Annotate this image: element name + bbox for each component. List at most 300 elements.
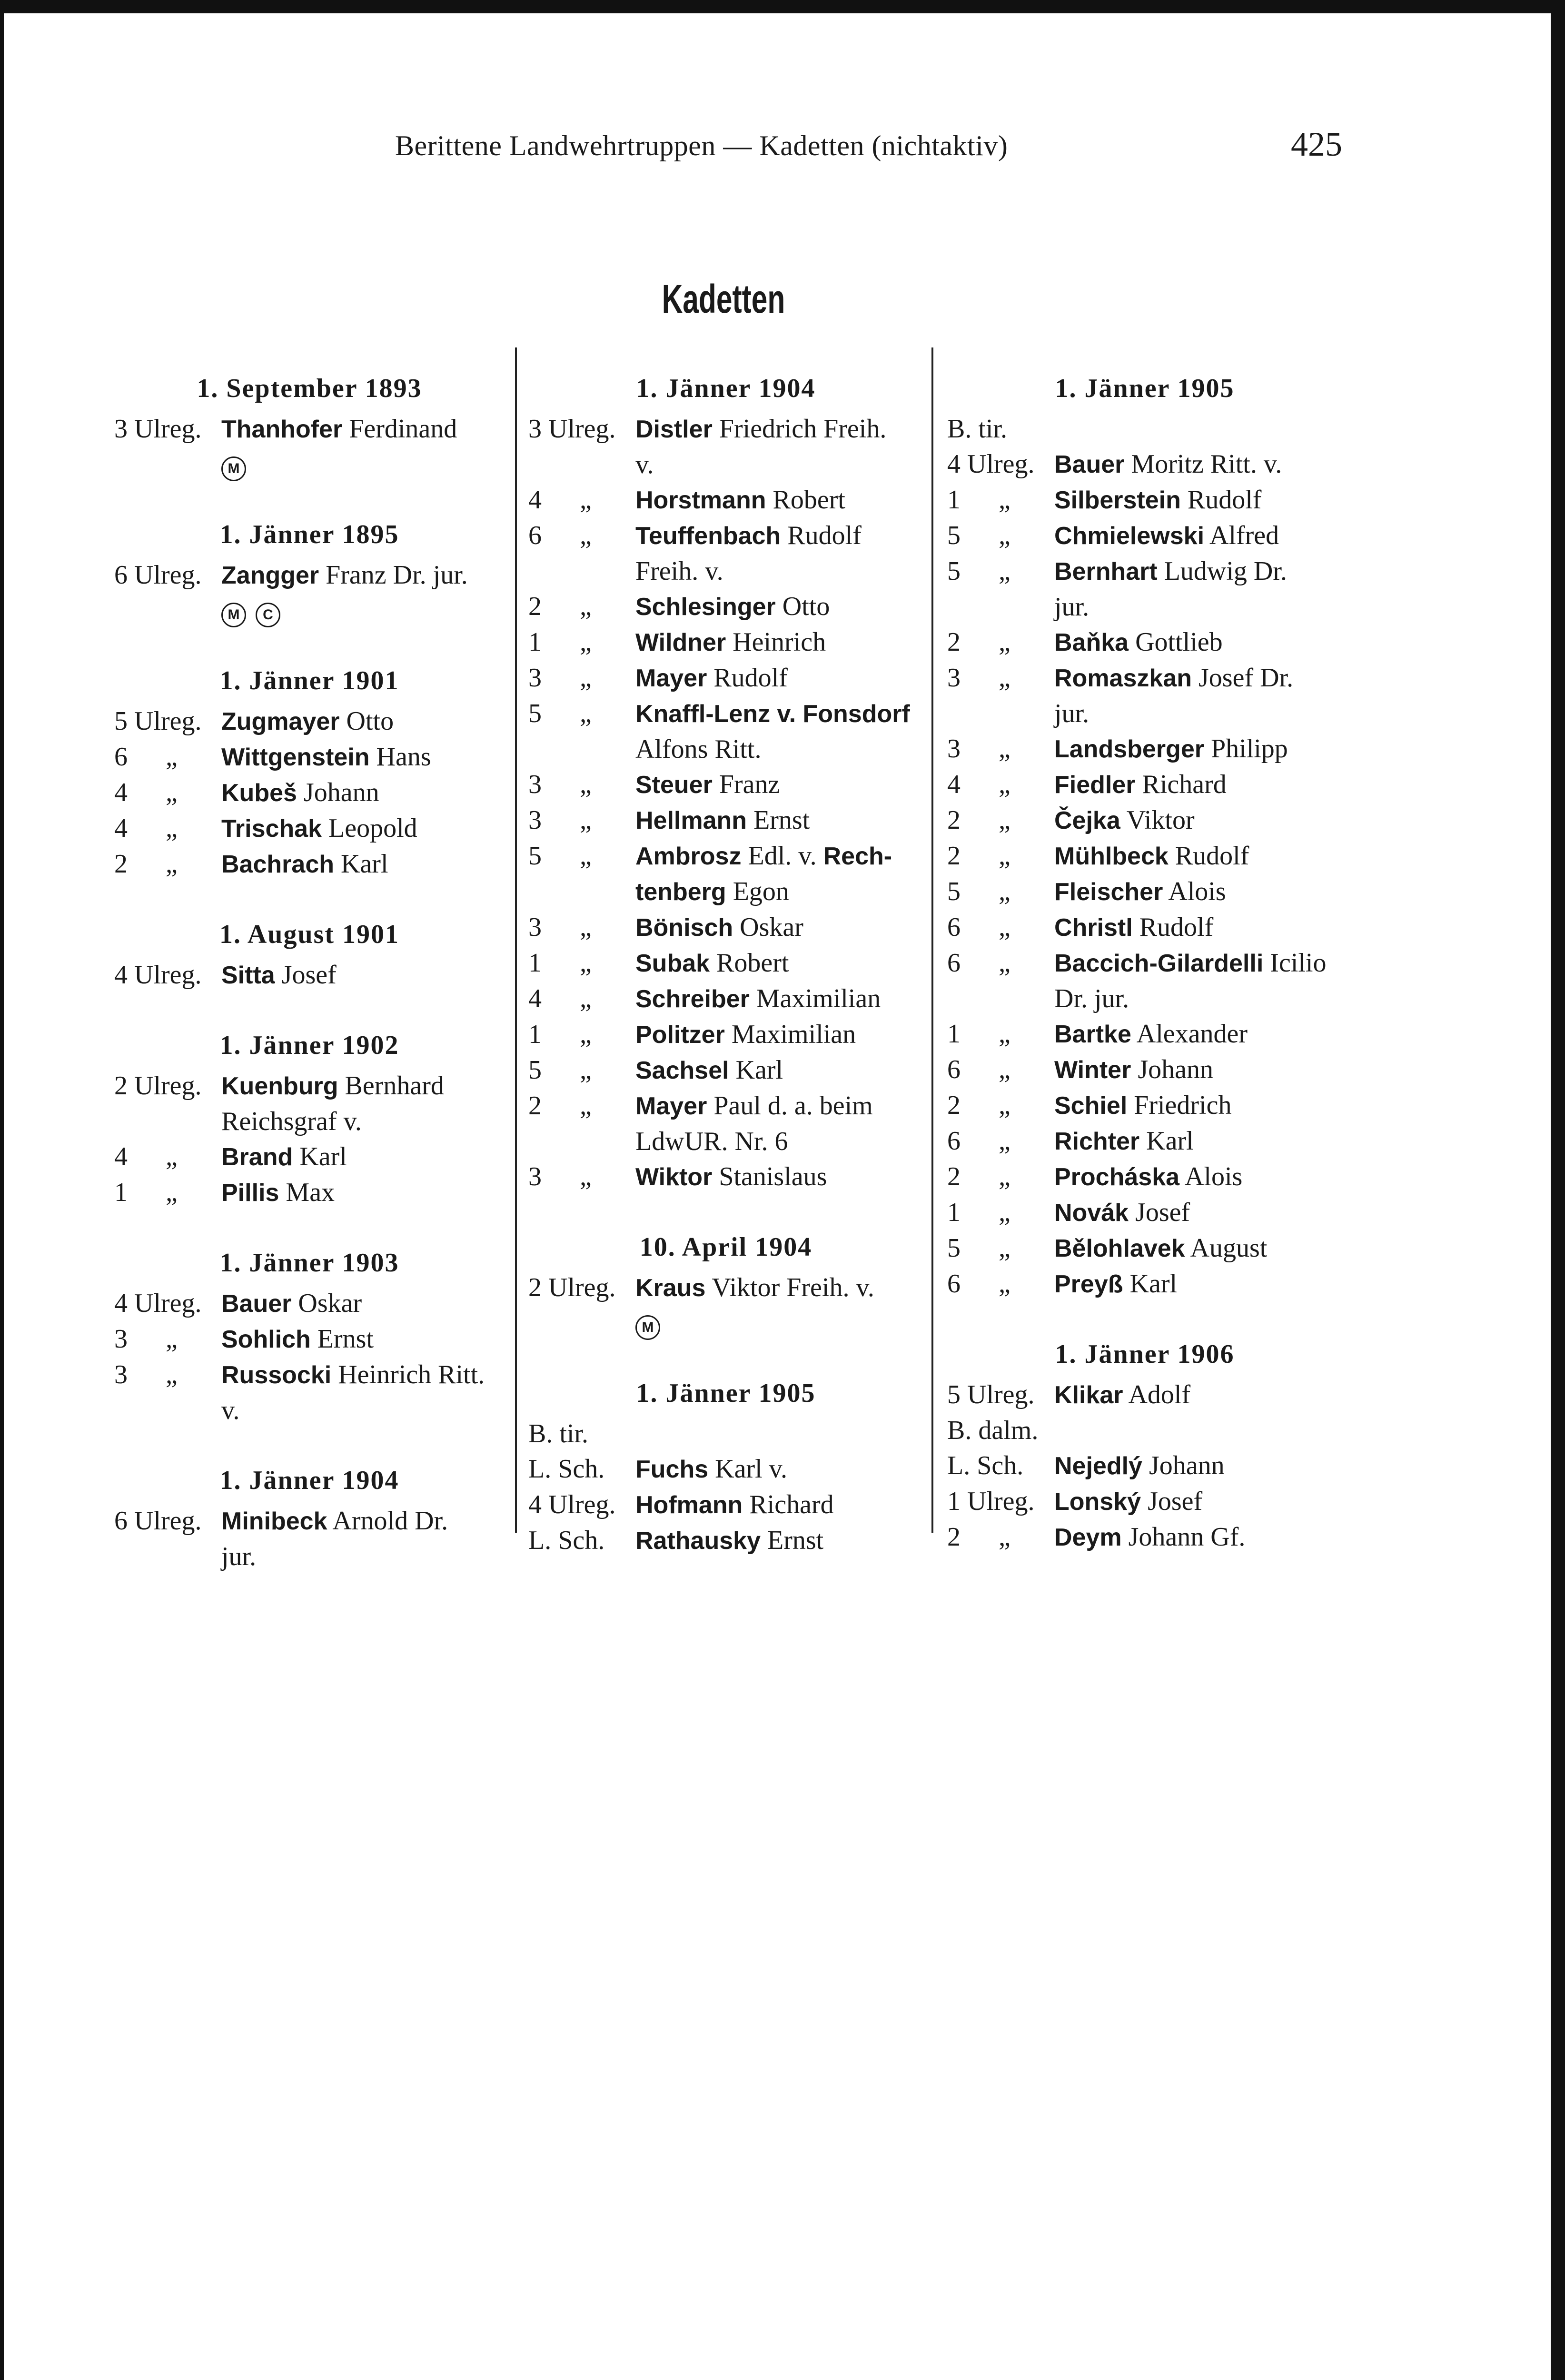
continuation-text: Reichsgraf v. <box>221 1107 362 1136</box>
person-cell <box>1054 554 1342 625</box>
unit-cell <box>528 518 635 589</box>
surname: Politzer <box>635 1021 725 1049</box>
unit-cell <box>947 874 1054 910</box>
surname: Trischak <box>221 815 322 843</box>
ditto-mark: „ <box>166 1360 178 1389</box>
surname: Novák <box>1054 1199 1129 1227</box>
name-continuation <box>635 554 923 589</box>
given-name: Rudolf <box>1139 912 1214 942</box>
group-date-heading: 1. Jänner 1905 <box>1055 374 1235 403</box>
list-item <box>947 1519 1342 1555</box>
list-item <box>114 557 505 628</box>
given-name: August <box>1190 1233 1268 1263</box>
ditto-mark: „ <box>999 1162 1010 1191</box>
given-name: Ludwig Dr. <box>1164 556 1287 586</box>
given-name: Karl <box>341 849 388 879</box>
unit-cell <box>528 1487 635 1523</box>
surname: Kraus <box>635 1274 706 1302</box>
surname: Bělohlavek <box>1054 1235 1185 1262</box>
continuation-text: Alfons Ritt. <box>635 734 762 764</box>
surname: Winter <box>1054 1056 1131 1084</box>
given-name: Richard <box>749 1490 834 1519</box>
list-item <box>114 704 505 739</box>
unit-cell <box>114 811 221 846</box>
given-name: Stanislaus <box>719 1162 827 1191</box>
person-cell <box>1054 945 1342 1016</box>
unit-label: L. Sch. <box>528 1526 605 1555</box>
list-item <box>528 803 923 838</box>
unit-number: 2 <box>114 849 128 879</box>
unit-label: 4 Ulreg. <box>947 449 1035 479</box>
unit-number: 5 <box>528 1055 542 1085</box>
unit-label: 5 Ulreg. <box>947 1380 1035 1409</box>
ditto-mark: „ <box>999 1269 1010 1299</box>
unit-cell <box>947 446 1054 482</box>
list-item <box>947 1484 1342 1519</box>
surname: Bernhart <box>1054 558 1158 585</box>
person-cell <box>635 803 923 838</box>
date-group <box>947 366 1342 1302</box>
group-date-heading: 1. Jänner 1904 <box>636 374 816 403</box>
unit-number: 1 <box>528 948 542 978</box>
date-group <box>528 366 923 1195</box>
surname: Russocki <box>221 1361 332 1389</box>
given-name: Gottlieb <box>1135 627 1223 657</box>
list-item <box>947 1088 1342 1123</box>
unit-number: 3 <box>947 734 961 764</box>
page-number: 425 <box>1291 125 1342 163</box>
given-name: Adolf <box>1128 1380 1191 1409</box>
list-item <box>947 625 1342 660</box>
ditto-mark: „ <box>580 1020 592 1049</box>
person-cell <box>221 557 505 628</box>
person-cell <box>635 838 923 910</box>
unit-number: 4 <box>114 813 128 843</box>
surname: Brand <box>221 1143 293 1171</box>
surname-part: Rech- <box>823 843 892 870</box>
column-1 <box>114 366 505 1604</box>
person-cell <box>635 660 923 696</box>
list-item <box>528 838 923 910</box>
unit-number: 4 <box>114 1142 128 1171</box>
unit-cell <box>947 518 1054 554</box>
list-item <box>947 1123 1342 1159</box>
surname: Minibeck <box>221 1507 327 1535</box>
given-name: Robert <box>773 485 845 515</box>
ditto-mark: „ <box>999 948 1010 978</box>
ditto-mark: „ <box>166 813 178 843</box>
unit-number: 4 <box>114 778 128 807</box>
list-item <box>114 1286 505 1321</box>
list-item <box>947 803 1342 838</box>
unit-cell <box>947 945 1054 1016</box>
ditto-mark: „ <box>999 1233 1010 1263</box>
unit-cell <box>528 945 635 981</box>
unit-cell <box>114 1175 221 1210</box>
given-name: Karl <box>1129 1269 1178 1299</box>
unit-cell <box>528 625 635 660</box>
person-cell <box>635 625 923 660</box>
unit-cell <box>114 1068 221 1139</box>
person-cell <box>1054 482 1342 518</box>
given-name: Icilio <box>1270 948 1327 978</box>
person-cell <box>635 482 923 518</box>
unit-cell <box>947 1266 1054 1302</box>
ditto-mark: „ <box>580 592 592 621</box>
list-item <box>528 1159 923 1195</box>
given-name: Rudolf <box>787 521 862 550</box>
list-item <box>947 1195 1342 1230</box>
unit-cell <box>114 411 221 482</box>
ditto-mark: „ <box>580 627 592 657</box>
unit-number: 3 <box>528 1162 542 1191</box>
scan-border-left <box>0 0 4 2380</box>
circled-symbol: M <box>635 1315 660 1340</box>
surname: Schlesinger <box>635 593 776 621</box>
ditto-mark: „ <box>999 1091 1010 1120</box>
ditto-mark: „ <box>580 770 592 799</box>
unit-label: L. Sch. <box>528 1454 605 1484</box>
given-name: Alois <box>1168 877 1226 906</box>
date-group <box>114 912 505 993</box>
list-item <box>114 811 505 846</box>
unit-number: 5 <box>947 521 961 550</box>
unit-number: 3 <box>947 663 961 693</box>
surname: Fiedler <box>1054 771 1136 799</box>
unit-cell <box>528 981 635 1017</box>
given-name: Max <box>286 1178 335 1207</box>
unit-number: 5 <box>528 699 542 728</box>
list-item <box>114 1139 505 1175</box>
person-cell <box>221 1357 505 1428</box>
list-item <box>947 1052 1342 1088</box>
unit-cell <box>947 1123 1054 1159</box>
unit-cell <box>947 554 1054 625</box>
group-date-heading: 1. Jänner 1904 <box>219 1466 399 1495</box>
ditto-mark: „ <box>166 742 178 772</box>
continuation-text: v. <box>221 1396 240 1425</box>
person-cell <box>635 1088 923 1159</box>
unit-number: 4 <box>528 984 542 1013</box>
unit-cell <box>528 767 635 803</box>
ditto-mark: „ <box>999 663 1010 693</box>
unit-cell <box>528 1451 635 1487</box>
given-name: Viktor <box>1126 805 1195 835</box>
person-cell <box>1054 1377 1342 1413</box>
name-continuation <box>1054 696 1342 731</box>
unit-cell <box>947 1519 1054 1555</box>
unit-label: 4 Ulreg. <box>114 1289 202 1318</box>
unit-cell <box>947 1052 1054 1088</box>
person-cell <box>635 1451 923 1487</box>
person-cell <box>1054 1230 1342 1266</box>
column-3 <box>947 366 1342 1585</box>
surname: Mayer <box>635 1092 707 1120</box>
ditto-mark: „ <box>580 912 592 942</box>
person-cell <box>1054 1519 1342 1555</box>
unit-cell <box>528 1523 635 1558</box>
person-cell <box>1054 874 1342 910</box>
ditto-mark: „ <box>999 1126 1010 1156</box>
given-name: Rudolf <box>713 663 788 693</box>
person-cell <box>1054 1159 1342 1195</box>
person-cell <box>635 589 923 625</box>
person-cell <box>635 910 923 945</box>
ditto-mark: „ <box>166 1178 178 1207</box>
surname: Subak <box>635 950 710 977</box>
person-cell <box>1054 803 1342 838</box>
list-item <box>947 554 1342 625</box>
unit-cell <box>528 660 635 696</box>
person-cell <box>635 696 923 767</box>
surname: Klikar <box>1054 1381 1123 1409</box>
date-group <box>114 658 505 882</box>
group-date-heading: 1. Jänner 1905 <box>636 1378 816 1408</box>
surname: Fleischer <box>1054 878 1163 906</box>
list-item <box>114 1503 505 1574</box>
unit-number: 5 <box>947 877 961 906</box>
surname: Sachsel <box>635 1057 729 1084</box>
given-name: Ernst <box>753 805 810 835</box>
unit-label: 3 Ulreg. <box>528 414 616 444</box>
unit-label: 2 Ulreg. <box>528 1273 616 1302</box>
person-cell <box>221 1068 505 1139</box>
unit-cell <box>947 1448 1054 1484</box>
group-date-heading: 1. August 1901 <box>219 920 400 949</box>
ditto-mark: „ <box>999 627 1010 657</box>
list-item <box>947 910 1342 945</box>
person-cell <box>1054 660 1342 731</box>
unit-cell <box>947 767 1054 803</box>
list-item <box>528 1523 923 1558</box>
list-item <box>947 874 1342 910</box>
person-cell <box>221 1321 505 1357</box>
ditto-mark: „ <box>580 948 592 978</box>
unit-cell <box>114 704 221 739</box>
unit-number: 3 <box>528 805 542 835</box>
surname: Zangger <box>221 562 319 589</box>
surname: Sitta <box>221 962 275 989</box>
unit-number: 1 <box>947 1019 961 1049</box>
surname: Nejedlý <box>1054 1452 1142 1480</box>
unit-cell <box>528 589 635 625</box>
surname: Richter <box>1054 1128 1140 1155</box>
group-date-heading: 10. April 1904 <box>639 1232 812 1262</box>
ditto-mark: „ <box>580 521 592 550</box>
list-item <box>114 1321 505 1357</box>
surname: Hellmann <box>635 807 747 834</box>
group-date-heading: 1. Jänner 1906 <box>1055 1339 1235 1369</box>
unit-label: 1 Ulreg. <box>947 1487 1035 1516</box>
person-cell <box>635 1159 923 1195</box>
list-item <box>114 957 505 993</box>
list-item <box>528 910 923 945</box>
unit-cell <box>528 696 635 767</box>
date-group <box>528 1224 923 1341</box>
list-item <box>528 589 923 625</box>
group-date-heading: 1. Jänner 1903 <box>219 1248 399 1278</box>
unit-cell <box>947 482 1054 518</box>
unit-cell <box>528 482 635 518</box>
person-cell <box>635 981 923 1017</box>
group-date-heading: 1. Jänner 1902 <box>219 1031 399 1060</box>
continuation-text: LdwUR. Nr. 6 <box>635 1127 788 1156</box>
unit-cell <box>114 1503 221 1574</box>
unit-cell <box>947 1377 1054 1413</box>
surname: Bauer <box>221 1290 292 1318</box>
name-continuation <box>635 732 923 767</box>
unit-cell <box>947 803 1054 838</box>
unit-number: 3 <box>528 770 542 799</box>
surname: Čejka <box>1054 807 1120 834</box>
unit-number: 5 <box>947 1233 961 1263</box>
list-item <box>528 1270 923 1341</box>
unit-cell <box>947 1230 1054 1266</box>
unit-label: 2 Ulreg. <box>114 1071 202 1101</box>
mark-c-icon <box>256 593 280 628</box>
unit-cell <box>947 910 1054 945</box>
unit-number: 2 <box>947 1091 961 1120</box>
surname: Schreiber <box>635 985 750 1013</box>
person-cell <box>1054 1052 1342 1088</box>
given-name: Josef <box>1148 1487 1203 1516</box>
list-item <box>947 1377 1342 1413</box>
surname: Baňka <box>1054 629 1129 656</box>
ditto-mark: „ <box>580 1055 592 1085</box>
scan-border-right <box>1551 0 1565 2380</box>
given-name: Bernhard <box>345 1071 444 1101</box>
unit-number: 2 <box>947 1522 961 1552</box>
person-cell <box>221 1139 505 1175</box>
surname: Bartke <box>1054 1021 1131 1048</box>
list-item <box>528 518 923 589</box>
name-continuation <box>1054 981 1342 1016</box>
unit-cell <box>114 957 221 993</box>
list-item <box>528 945 923 981</box>
given-name: Rudolf <box>1187 485 1262 515</box>
given-name: Alfred <box>1209 521 1279 550</box>
date-group <box>114 1240 505 1428</box>
symbol-line <box>635 1306 923 1341</box>
date-group <box>114 512 505 628</box>
unit-number: 3 <box>528 663 542 693</box>
ditto-mark: „ <box>999 556 1010 586</box>
unit-number: 2 <box>947 841 961 871</box>
ditto-mark: „ <box>999 734 1010 764</box>
given-name: Ferdinand <box>349 414 457 444</box>
ditto-mark: „ <box>580 1091 592 1121</box>
given-name: Heinrich <box>733 627 826 657</box>
unit-label: B. dalm. <box>947 1416 1039 1445</box>
given-name: Leopold <box>328 813 417 843</box>
unit-number: 1 <box>528 627 542 657</box>
unit-cell <box>114 846 221 882</box>
person-cell <box>635 767 923 803</box>
given-name: Friedrich <box>1134 1091 1232 1120</box>
unit-label: 6 Ulreg. <box>114 560 202 590</box>
surname: Mayer <box>635 664 707 692</box>
unit-cell <box>528 1017 635 1052</box>
name-continuation <box>635 447 923 482</box>
given-name: Alois <box>1184 1162 1243 1191</box>
unit-cell <box>528 411 635 482</box>
scan-border-top <box>0 0 1565 13</box>
person-cell <box>1054 625 1342 660</box>
person-cell <box>635 1523 923 1558</box>
unit-number: 4 <box>528 485 542 515</box>
person-cell <box>1054 731 1342 767</box>
given-name: Maximilian <box>756 984 881 1013</box>
list-item <box>528 1017 923 1052</box>
unit-number: 1 <box>947 1198 961 1227</box>
unit-cell <box>947 838 1054 874</box>
group-date-heading: 1. Jänner 1895 <box>219 520 399 549</box>
continuation-text: v. <box>635 450 654 479</box>
given-name: Philipp <box>1210 734 1288 764</box>
running-head: Berittene Landwehrtruppen — Kadetten (nichtaktiv) <box>395 130 1008 161</box>
unit-number: 6 <box>528 521 542 550</box>
given-name: Ernst <box>767 1526 824 1555</box>
given-name: Oskar <box>740 912 803 942</box>
given-name: Johann Gf. <box>1128 1522 1246 1552</box>
unit-label: 4 Ulreg. <box>114 960 202 990</box>
surname: Bachrach <box>221 851 334 878</box>
mark-m-icon <box>221 447 246 482</box>
list-item <box>528 1088 923 1159</box>
unit-number: 1 <box>947 485 961 515</box>
date-group <box>114 1458 505 1574</box>
unit-number: 2 <box>528 1091 542 1121</box>
ditto-mark: „ <box>166 778 178 807</box>
surname: Kubeš <box>221 779 297 807</box>
name-continuation <box>221 1393 505 1428</box>
given-name: Moritz Ritt. v. <box>1131 449 1282 479</box>
given-name: Friedrich Freih. <box>719 414 887 444</box>
list-item <box>947 446 1342 482</box>
surname: Lonský <box>1054 1488 1141 1516</box>
person-cell <box>1054 1016 1342 1052</box>
ditto-mark: „ <box>166 1142 178 1171</box>
person-cell <box>1054 1484 1342 1519</box>
unit-number: 4 <box>947 770 961 799</box>
name-continuation <box>221 1539 505 1574</box>
list-item <box>114 1068 505 1139</box>
ditto-mark: „ <box>166 849 178 879</box>
unit-cell <box>528 910 635 945</box>
ditto-mark: „ <box>999 841 1010 871</box>
continuation-text: Egon <box>733 877 789 906</box>
name-continuation <box>635 874 923 910</box>
continuation-text: jur. <box>1054 699 1090 728</box>
unit-number: 6 <box>947 948 961 978</box>
person-cell <box>635 945 923 981</box>
circled-symbol: M <box>221 603 246 627</box>
person-cell <box>221 1286 505 1321</box>
unit-number: 6 <box>114 742 128 772</box>
person-cell <box>635 1017 923 1052</box>
unit-cell <box>114 1321 221 1357</box>
name-continuation <box>1054 589 1342 625</box>
surname: Sohlich <box>221 1326 311 1353</box>
unit-number: 2 <box>528 592 542 621</box>
person-cell <box>1054 910 1342 945</box>
list-item <box>947 1016 1342 1052</box>
date-group <box>114 1022 505 1210</box>
surname: Kuenburg <box>221 1072 338 1100</box>
column-2 <box>528 366 923 1588</box>
ditto-mark: „ <box>580 805 592 835</box>
list-item <box>947 945 1342 1016</box>
